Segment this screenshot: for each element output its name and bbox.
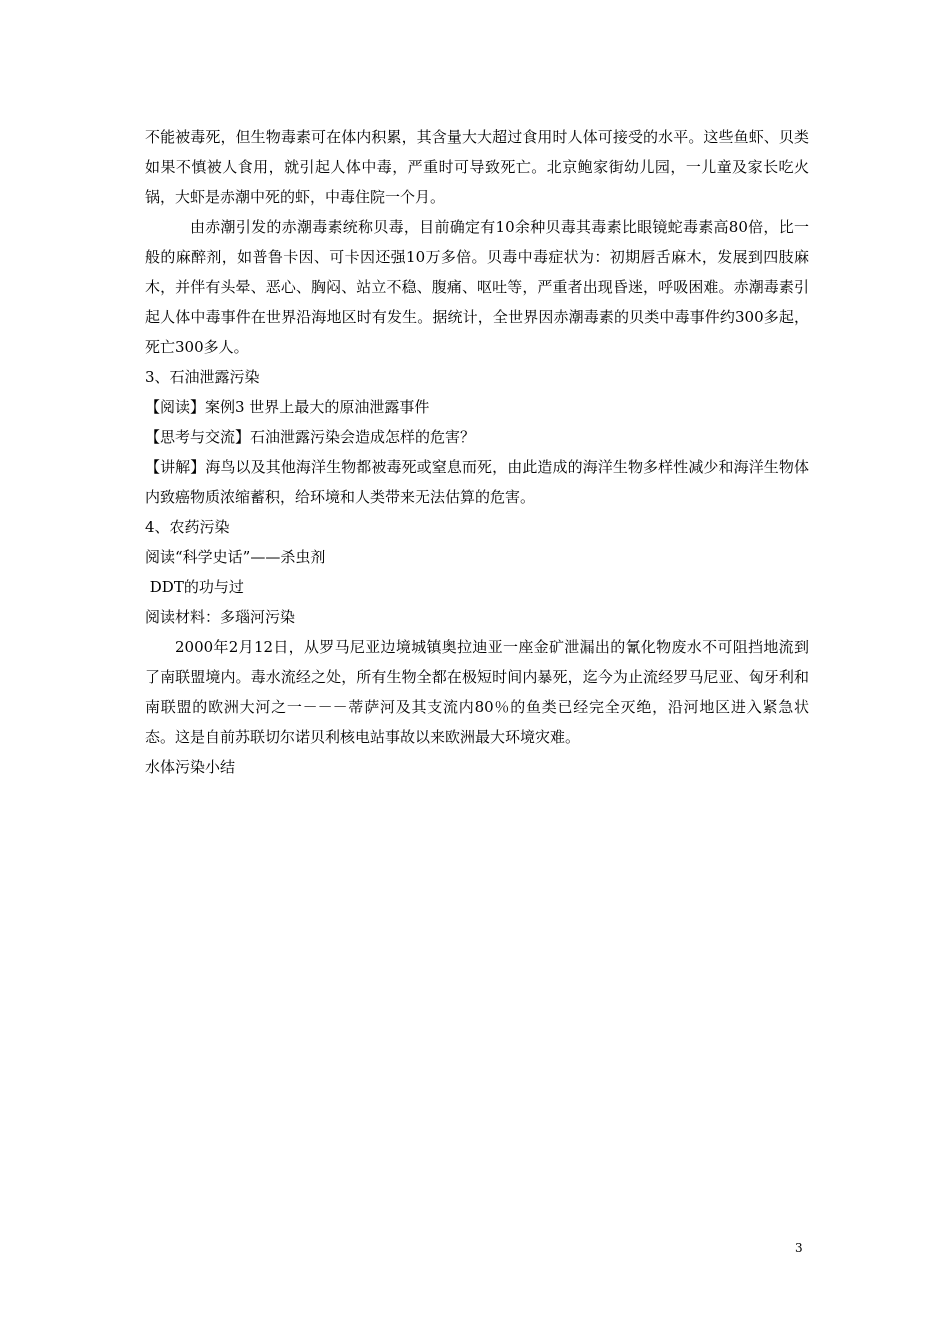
water-pollution-summary: 水体污染小结 [145, 758, 236, 776]
ddt-title: DDT的功与过 [145, 578, 244, 596]
explanation-paragraph: 【讲解】海鸟以及其他海洋生物都被毒死或窒息而死，由此造成的海洋生物多样性减少和海洋生物体内致癌物质浓缩蓄积，给环境和人类带来无法估算的危害。 [145, 458, 809, 506]
page-number: 3 [795, 1241, 803, 1255]
reading-material-danube: 阅读材料：多瑙河污染 [145, 608, 296, 626]
paragraph-danube-pollution: 2000年2月12日，从罗马尼亚边境城镇奥拉迪亚一座金矿泄漏出的氰化物废水不可阻挡地流到了南联盟境内。毒水流经之处，所有生物全都在极短时间内暴死，迄今为止流经罗马尼亚、匈牙利和南联盟的欧洲大河之一－－－蒂萨河及其支流内80％的鱼类已经完全灭绝，沿河地区进入紧急状态。这是自前苏联切尔诺贝利核电站事故以来欧洲最大环境灾难。 [145, 638, 809, 746]
paragraph-toxin-accumulation: 不能被毒死，但生物毒素可在体内积累，其含量大大超过食用时人体可接受的水平。这些鱼虾、贝类如果不慎被人食用，就引起人体中毒，严重时可导致死亡。北京鲍家街幼儿园，一儿童及家长吃火锅，大虾是赤潮中死的虾，中毒住院一个月。 [145, 128, 809, 206]
document-body [145, 122, 809, 782]
reading-case-3: 【阅读】案例3 世界上最大的原油泄露事件 [145, 398, 430, 416]
heading-pesticide: 4、农药污染 [145, 518, 230, 536]
heading-oil-spill: 3、石油泄露污染 [145, 368, 260, 386]
think-and-exchange: 【思考与交流】石油泄露污染会造成怎样的危害？ [145, 428, 476, 446]
paragraph-shellfish-poison: 由赤潮引发的赤潮毒素统称贝毒，目前确定有10余种贝毒其毒素比眼镜蛇毒素高80倍，比一般的麻醉剂，如普鲁卡因、可卡因还强10万多倍。贝毒中毒症状为：初期唇舌麻木，发展到四肢麻木，并伴有头晕、恶心、胸闷、站立不稳、腹痛、呕吐等，严重者出现昏迷，呼吸困难。赤潮毒素引起人体中毒事件在世界沿海地区时有发生。据统计，全世界因赤潮毒素的贝类中毒事件约300多起，死亡300多人。 [145, 218, 809, 356]
reading-science-history: 阅读“科学史话”——杀虫剂 [145, 548, 326, 566]
